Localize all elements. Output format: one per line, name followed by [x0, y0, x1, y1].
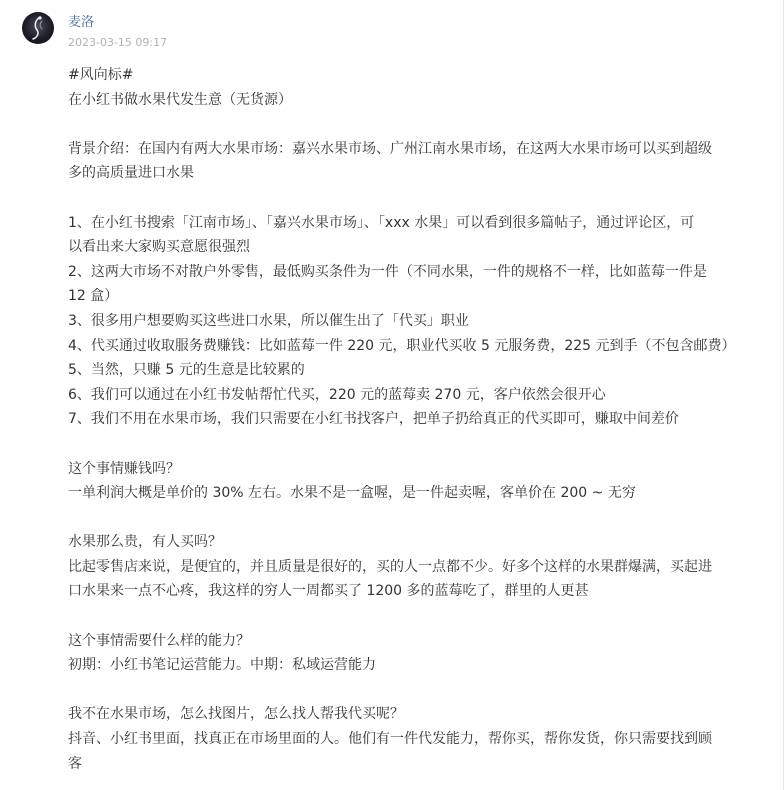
post-text-line: 4、代买通过收取服务费赚钱：比如蓝莓一件 220 元，职业代买收 5 元服务费，225 元到手（不包含邮费） [68, 337, 736, 354]
post-header [22, 12, 167, 52]
post-text-line: 6、我们可以通过在小红书发帖帮忙代买，220 元的蓝莓卖 270 元，客户依然会很开心 [68, 386, 606, 403]
post-body [68, 63, 770, 776]
post-text-line [68, 186, 770, 211]
post-text-line: 多的高质量进口水果 [68, 165, 194, 182]
post-text-line: 抖音、小红书里面，找真正在市场里面的人。他们有一件代发能力，帮你买，帮你发货，你只需要找到顾 [68, 731, 712, 748]
post-meta [68, 12, 167, 51]
post-text-line [68, 506, 770, 531]
post-text-line: 3、很多用户想要购买这些进口水果，所以催生出了「代买」职业 [68, 312, 469, 329]
post-text-line: 客 [68, 755, 82, 772]
post-text-line [68, 678, 770, 703]
post-text-line [68, 432, 770, 457]
post-text-line: 口水果来一点不心疼，我这样的穷人一周都买了 1200 多的蓝莓吃了，群里的人更甚 [68, 583, 589, 600]
post-text-line: 水果那么贵，有人买吗？ [68, 534, 222, 551]
post-text-line: 7、我们不用在水果市场，我们只需要在小红书找客户，把单子扔给真正的代买即可，赚取中间差价 [68, 411, 679, 428]
avatar-image-icon [22, 12, 54, 44]
post-text-line: 以看出来大家购买意愿很强烈 [68, 239, 250, 256]
post-text-line: 这个事情需要什么样的能力？ [68, 632, 250, 649]
post-text-line: 12 盒） [68, 288, 119, 305]
post-text-line: 初期：小红书笔记运营能力。中期：私域运营能力 [68, 657, 376, 674]
post-text-line: 比起零售店来说，是便宜的，并且质量是很好的，买的人一点都不少。好多个这样的水果群爆满，买起进 [68, 558, 712, 575]
post-text-line: 我不在水果市场，怎么找图片，怎么找人帮我代买呢？ [68, 706, 404, 723]
post-text-line: 5、当然，只赚 5 元的生意是比较累的 [68, 362, 305, 379]
post-text-line: 2、这两大市场不对散户外零售，最低购买条件为一件（不同水果，一件的规格不一样，比如蓝莓一件是 [68, 263, 707, 280]
post-timestamp: 2023-03-15 09:17 [68, 36, 168, 49]
post-text-line [68, 604, 770, 629]
post-text-line: 在小红书做水果代发生意（无货源） [68, 91, 292, 108]
post-text-line: 1、在小红书搜索「江南市场」、「嘉兴水果市场」、「xxx 水果」可以看到很多篇帖子，通过评论区，可 [68, 214, 695, 231]
post-text-line: #风向标# [68, 67, 134, 83]
avatar[interactable] [22, 12, 54, 44]
post-text-line: 背景介绍：在国内有两大水果市场：嘉兴水果市场、广州江南水果市场，在这两大水果市场可以买到超级 [68, 140, 712, 157]
author-name[interactable]: 麦洛 [68, 15, 95, 30]
post-text-line: 一单利润大概是单价的 30% 左右。水果不是一盒喔，是一件起卖喔，客单价在 200 ~ 无穷 [68, 485, 636, 502]
post-text-line: 这个事情赚钱吗？ [68, 460, 180, 477]
post-text-line [68, 112, 770, 137]
